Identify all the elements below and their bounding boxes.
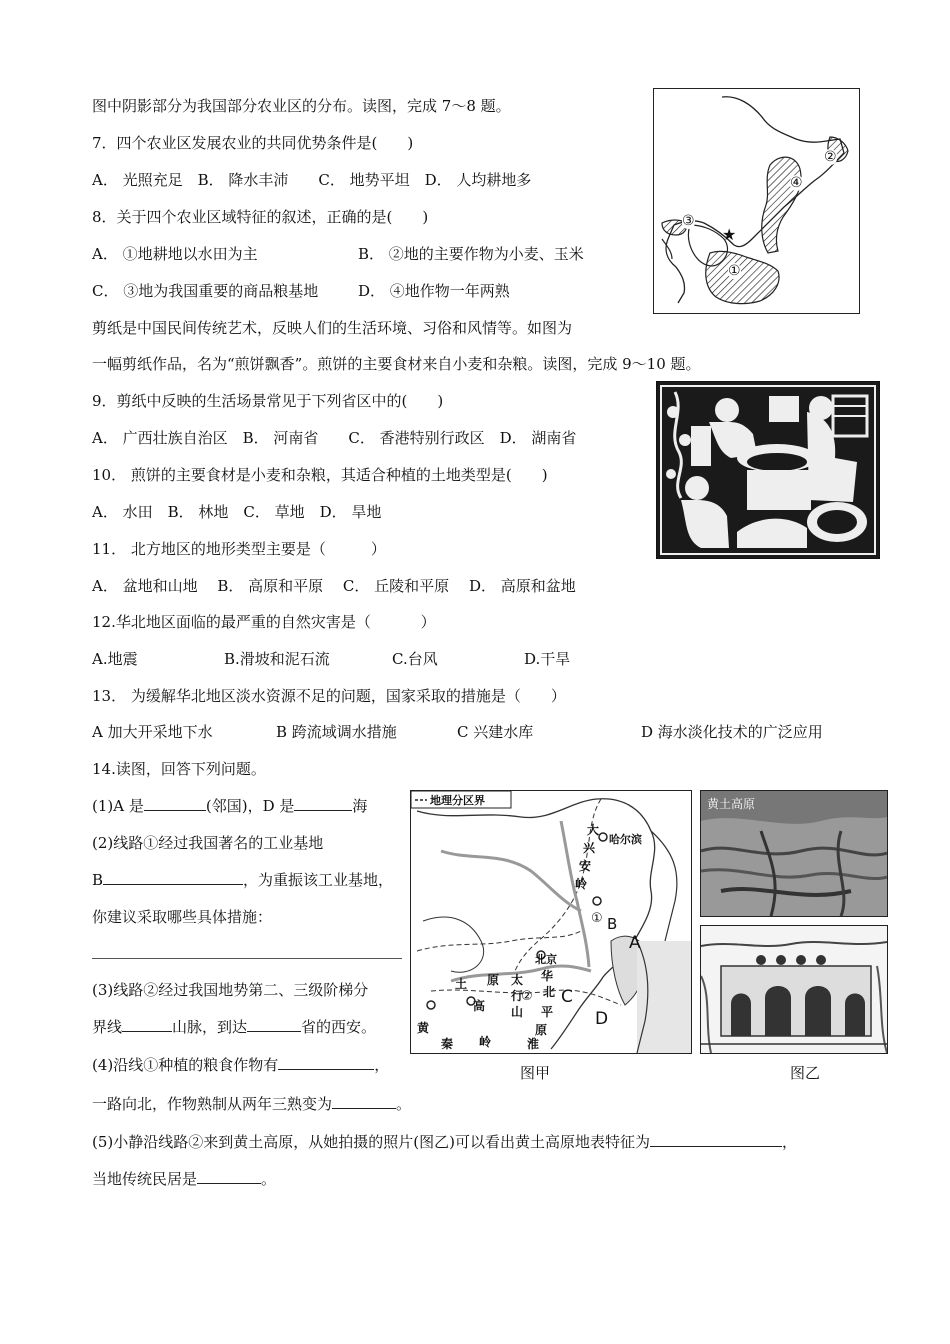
label-ling-qinling: 岭 — [479, 1035, 492, 1049]
q14-sub2-line2: B ，为重振该工业基地， — [92, 871, 394, 889]
q14-sub4-line2: 一路向北，作物熟制从两年三熟变为 。 — [92, 1095, 412, 1113]
cave-dwelling-photo — [700, 925, 888, 1054]
intro-9-10-line2: 一幅剪纸作品，名为“煎饼飘香”。煎饼的主要食材来自小麦和杂粮。读图，完成 9～10 题。 — [92, 355, 701, 373]
question-11-options: A． 盆地和山地 B． 高原和平原 C． 丘陵和平原 D． 高原和盆地 — [92, 577, 576, 595]
label-harbin: 哈尔滨 — [609, 833, 642, 846]
label-d: D — [595, 1009, 609, 1029]
question-10: 10． 煎饼的主要食材是小麦和杂粮，其适合种植的土地类型是( ) — [92, 466, 548, 484]
label-yuan: 原 — [487, 973, 500, 987]
paper-cut-artwork — [656, 381, 880, 559]
q14-sub5-line1: (5)小静沿线路②来到黄土高原，从她拍摄的照片(图乙)可以看出黄土高原地表特征为 ， — [92, 1133, 797, 1151]
label-shan: 山 — [511, 1005, 524, 1019]
question-8: 8．关于四个农业区域特征的叙述，正确的是( ) — [92, 208, 429, 226]
north-china-route-map — [410, 790, 692, 1054]
question-8-option-d: D． ④地作物一年两熟 — [358, 282, 510, 300]
region-label-3: ③ — [682, 213, 695, 229]
answer-line[interactable] — [92, 958, 402, 959]
label-hua: 华 — [541, 969, 554, 983]
label-gao: 高 — [473, 999, 486, 1013]
label-xing-mountain: 行 — [511, 989, 524, 1003]
answer-blank[interactable] — [122, 1017, 172, 1032]
loess-plateau-photo — [700, 790, 888, 917]
question-13-option-b: B 跨流域调水措施 — [276, 723, 397, 741]
question-13-option-d: D 海水淡化技术的广泛应用 — [641, 723, 823, 741]
answer-blank[interactable] — [294, 796, 352, 811]
answer-blank[interactable] — [332, 1094, 396, 1109]
answer-blank[interactable] — [278, 1055, 374, 1070]
q14-sub2-line1: (2)线路①经过我国著名的工业基地 — [92, 834, 324, 852]
label-c: C — [561, 987, 573, 1007]
route-label-1: ① — [591, 911, 603, 926]
label-ping: 平 — [541, 1005, 554, 1019]
label-a: A — [629, 933, 641, 953]
figure-yi-caption: 图乙 — [790, 1064, 821, 1082]
question-12-option-d: D.干旱 — [524, 650, 571, 668]
question-13-option-c: C 兴建水库 — [457, 723, 534, 741]
paper-cut-graphic — [657, 382, 879, 558]
cave-dwelling-graphic — [701, 926, 887, 1053]
q14-sub3-line2: 界线 山脉，到达 省的西安。 — [92, 1018, 377, 1036]
question-8-option-a: A． ①地耕地以水田为主 — [92, 245, 258, 263]
label-xing: 兴 — [583, 841, 596, 855]
question-7-options: A． 光照充足 B． 降水丰沛 C． 地势平坦 D． 人均耕地多 — [92, 171, 532, 189]
label-ling: 岭 — [575, 877, 588, 891]
label-da: 大 — [587, 823, 600, 837]
answer-blank[interactable] — [103, 870, 243, 885]
label-huang: 黄 — [417, 1021, 430, 1035]
q14-sub4-line1: (4)沿线①种植的粮食作物有 ， — [92, 1056, 390, 1074]
photo-label: 黄土高原 — [707, 797, 756, 811]
question-13-option-a: A 加大开采地下水 — [92, 723, 213, 741]
label-qin: 秦 — [441, 1037, 454, 1051]
region-label-2: ② — [824, 149, 837, 165]
question-13: 13． 为缓解华北地区淡水资源不足的问题，国家采取的措施是（ ） — [92, 687, 566, 705]
question-12: 12.华北地区面临的最严重的自然灾害是（ ） — [92, 613, 436, 631]
question-9-options: A． 广西壮族自治区 B． 河南省 C． 香港特别行政区 D． 湖南省 — [92, 429, 577, 447]
intro-7-8: 图中阴影部分为我国部分农业区的分布。读图，完成 7～8 题。 — [92, 97, 511, 115]
question-9: 9．剪纸中反映的生活场景常见于下列省区中的( ) — [92, 392, 444, 410]
q14-sub5-line2: 当地传统民居是 。 — [92, 1170, 277, 1188]
label-huai: 淮 — [527, 1037, 540, 1051]
capital-star-icon: ★ — [722, 225, 737, 244]
question-12-option-b: B.滑坡和泥石流 — [224, 650, 330, 668]
figure-jia-caption: 图甲 — [520, 1064, 551, 1082]
label-tai: 太 — [511, 973, 524, 987]
agriculture-region-map — [653, 88, 860, 314]
answer-blank[interactable] — [144, 796, 206, 811]
route-label-2: ② — [521, 989, 533, 1004]
label-bei: 北 — [543, 985, 556, 999]
answer-blank[interactable] — [650, 1132, 782, 1147]
question-8-option-c: C． ③地为我国重要的商品粮基地 — [92, 282, 319, 300]
q14-sub3-line1: (3)线路②经过我国地势第二、三级阶梯分 — [92, 981, 369, 999]
question-10-options: A． 水田 B． 林地 C． 草地 D． 旱地 — [92, 503, 382, 521]
answer-blank[interactable] — [197, 1169, 261, 1184]
question-14: 14.读图，回答下列问题。 — [92, 760, 266, 778]
question-12-option-c: C.台风 — [392, 650, 438, 668]
question-7: 7．四个农业区发展农业的共同优势条件是( ) — [92, 134, 414, 152]
label-yuan-plain: 原 — [535, 1023, 548, 1037]
question-12-option-a: A.地震 — [92, 650, 138, 668]
region-label-4: ④ — [790, 175, 803, 191]
label-tu: 土 — [455, 977, 468, 991]
question-8-option-b: B． ②地的主要作物为小麦、玉米 — [358, 245, 584, 263]
intro-9-10-line1: 剪纸是中国民间传统艺术，反映人们的生活环境、习俗和风情等。如图为 — [92, 319, 573, 337]
agriculture-map-graphic — [654, 89, 859, 313]
label-b: B — [607, 915, 618, 933]
q14-sub2-line3: 你建议采取哪些具体措施： — [92, 908, 273, 926]
region-label-1: ① — [728, 263, 741, 279]
map-legend-label: 地理分区界 — [430, 794, 485, 807]
label-an: 安 — [579, 859, 592, 873]
question-11: 11． 北方地区的地形类型主要是（ ） — [92, 540, 386, 558]
label-beijing: 北京 — [535, 953, 557, 966]
q14-sub1: (1)A 是 (邻国)，D 是 海 — [92, 797, 368, 815]
answer-blank[interactable] — [247, 1017, 301, 1032]
